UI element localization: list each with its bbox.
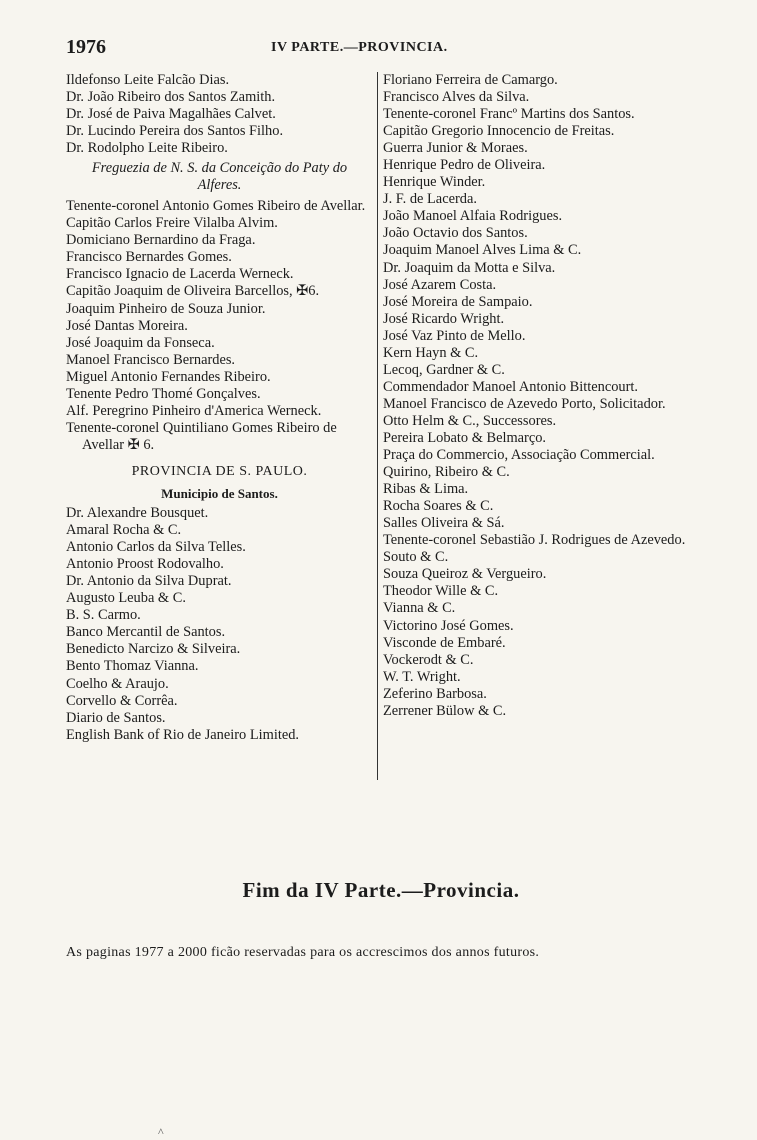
right-column (383, 72, 696, 720)
directory-entry: Salles Oliveira & Sá. (383, 515, 505, 532)
municipio-heading: Municipio de Santos. (161, 485, 278, 501)
directory-entry: Guerra Junior & Moraes. (383, 140, 528, 157)
directory-entry: José Moreira de Sampaio. (383, 293, 533, 310)
directory-entry: José Azarem Costa. (383, 276, 497, 293)
directory-entry: W. T. Wright. (383, 668, 461, 685)
directory-entry: Commendador Manoel Antonio Bittencourt. (383, 378, 638, 395)
directory-entry: Zeferino Barbosa. (383, 685, 487, 702)
directory-entry: Henrique Pedro de Oliveira. (383, 157, 546, 174)
directory-entry: Dr. Joaquim da Motta e Silva. (383, 259, 556, 276)
province-heading: PROVINCIA DE S. PAULO. (131, 463, 308, 479)
directory-entry: Tenente-coronel Quintiliano Gomes Ribeiro de Avellar ✠ 6. (66, 419, 337, 453)
directory-entry: Otto Helm & C., Successores. (383, 412, 557, 429)
directory-entry: Francisco Alves da Silva. (383, 89, 530, 106)
directory-entry: Henrique Winder. (383, 174, 486, 191)
directory-entry: Dr. João Ribeiro dos Santos Zamith. (66, 89, 276, 106)
directory-entry: Joaquim Manoel Alves Lima & C. (383, 242, 582, 259)
directory-entry: Theodor Wille & C. (383, 583, 499, 600)
directory-entry: Banco Mercantil de Santos. (66, 624, 226, 641)
directory-entry: Dr. Lucindo Pereira dos Santos Filho. (66, 123, 284, 140)
directory-entry: Tenente-coronel Antonio Gomes Ribeiro de Avellar. (66, 198, 366, 215)
directory-entry: Zerrener Bülow & C. (383, 702, 507, 719)
reserved-pages-note: As paginas 1977 a 2000 ficão reservadas para os accrescimos dos annos futuros. (66, 945, 540, 960)
left-column (66, 72, 373, 744)
directory-entry: Ildefonso Leite Falcão Dias. (66, 72, 230, 88)
directory-entry: Ribas & Lima. (383, 481, 469, 498)
freguezia-heading: Freguezia de N. S. da Conceição do Paty do Alferes. (91, 160, 348, 194)
directory-entry: Rocha Soares & C. (383, 498, 494, 515)
directory-entry: Joaquim Pinheiro de Souza Junior. (66, 300, 266, 317)
directory-entry: Coelho & Araujo. (66, 675, 169, 692)
directory-entry: Victorino José Gomes. (383, 617, 514, 634)
page-header (66, 36, 696, 60)
directory-entry: Antonio Carlos da Silva Telles. (66, 539, 246, 556)
directory-entry: Manoel Francisco de Azevedo Porto, Solicitador. (383, 395, 666, 412)
column-divider (377, 72, 378, 780)
directory-entry: Benedicto Narcizo & Silveira. (66, 641, 241, 658)
directory-entry: Vianna & C. (383, 600, 456, 617)
directory-entry: Domiciano Bernardino da Fraga. (66, 232, 256, 249)
stray-mark: ^ (158, 1125, 164, 1139)
directory-entry: Capitão Joaquim de Oliveira Barcellos, ✠6. (66, 283, 320, 300)
directory-entry: Kern Hayn & C. (383, 344, 479, 361)
directory-entry: J. F. de Lacerda. (383, 191, 477, 208)
directory-entry: Souza Queiroz & Vergueiro. (383, 566, 547, 583)
directory-entry: Quirino, Ribeiro & C. (383, 464, 510, 481)
directory-entry: Tenente-coronel Sebastião J. Rodrigues de Azevedo. (383, 532, 686, 549)
directory-entry: Tenente Pedro Thomé Gonçalves. (66, 385, 261, 402)
directory-entry: José Ricardo Wright. (383, 310, 505, 327)
directory-entry: Vockerodt & C. (383, 651, 474, 668)
directory-entry: English Bank of Rio de Janeiro Limited. (66, 726, 300, 743)
running-title: IV PARTE.—PROVINCIA. (271, 40, 448, 55)
directory-entry: B. S. Carmo. (66, 607, 141, 624)
directory-entry: Antonio Proost Rodovalho. (66, 556, 224, 573)
directory-entry: Miguel Antonio Fernandes Ribeiro. (66, 368, 271, 385)
directory-entry: João Octavio dos Santos. (383, 225, 528, 242)
directory-entry: Souto & C. (383, 549, 449, 566)
directory-entry: Capitão Carlos Freire Vilalba Alvim. (66, 215, 278, 232)
directory-entry: Dr. José de Paiva Magalhães Calvet. (66, 106, 276, 123)
directory-entry: José Dantas Moreira. (66, 317, 188, 334)
directory-entry: Alf. Peregrino Pinheiro d'America Werneck. (66, 402, 322, 419)
directory-entry: Dr. Antonio da Silva Duprat. (66, 573, 232, 590)
directory-entry: José Joaquim da Fonseca. (66, 334, 215, 351)
directory-entry: Francisco Bernardes Gomes. (66, 249, 232, 266)
directory-entry: Augusto Leuba & C. (66, 590, 186, 607)
directory-entry: João Manoel Alfaia Rodrigues. (383, 208, 563, 225)
page-number: 1976 (66, 36, 106, 58)
end-of-part-title: Fim da IV Parte.—Provincia. (242, 878, 520, 902)
directory-entry: Francisco Ignacio de Lacerda Werneck. (66, 266, 294, 283)
directory-entry: Tenente-coronel Francº Martins dos Santos. (383, 106, 635, 123)
directory-entry: Praça do Commercio, Associação Commercial. (383, 447, 655, 464)
directory-entry: Floriano Ferreira de Camargo. (383, 72, 558, 88)
directory-entry: Lecoq, Gardner & C. (383, 361, 505, 378)
directory-entry: Amaral Rocha & C. (66, 522, 182, 539)
directory-entry: Visconde de Embaré. (383, 634, 506, 651)
directory-entry: Corvello & Corrêa. (66, 692, 178, 709)
directory-entry: Bento Thomaz Vianna. (66, 658, 199, 675)
directory-entry: Diario de Santos. (66, 709, 166, 726)
directory-entry: Dr. Rodolpho Leite Ribeiro. (66, 140, 228, 157)
directory-entry: Pereira Lobato & Belmarço. (383, 429, 547, 446)
directory-entry: José Vaz Pinto de Mello. (383, 327, 526, 344)
directory-entry: Capitão Gregorio Innocencio de Freitas. (383, 123, 615, 140)
directory-entry: Manoel Francisco Bernardes. (66, 351, 236, 368)
directory-entry: Dr. Alexandre Bousquet. (66, 505, 209, 522)
